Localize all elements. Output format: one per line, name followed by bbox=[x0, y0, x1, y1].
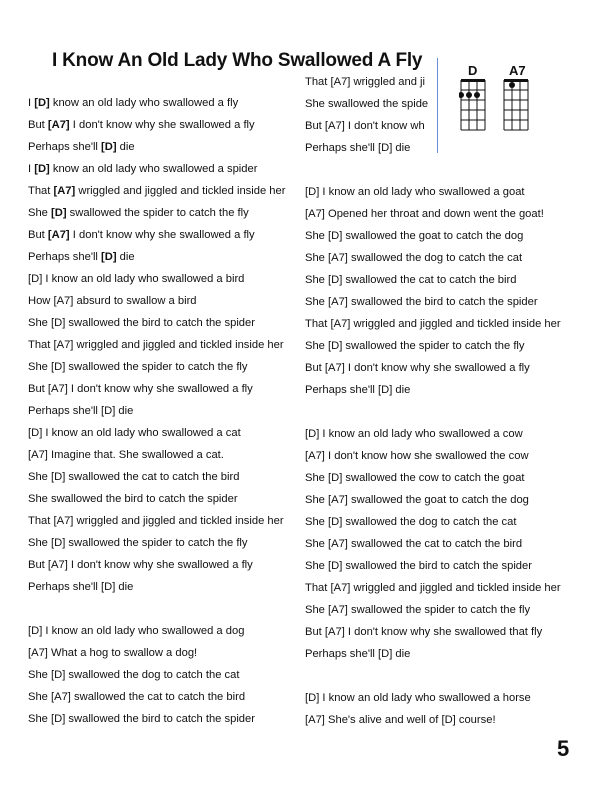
lyric-line: She [D] swallowed the bird to catch the spider bbox=[28, 317, 255, 329]
lyric-line: [A7] I don't know how she swallowed the cow bbox=[305, 450, 529, 462]
chord-finger-dot bbox=[466, 92, 472, 98]
lyric-line: But [A7] I don't know wh bbox=[305, 120, 425, 132]
lyric-line: [A7] Opened her throat and down went the goat! bbox=[305, 208, 544, 220]
lyric-text: know an old lady who swallowed a fly bbox=[49, 97, 239, 109]
lyric-line bbox=[28, 140, 135, 154]
chord-marker: [D] bbox=[101, 141, 117, 153]
chord-nut bbox=[504, 79, 528, 82]
lyric-line: She [A7] swallowed the bird to catch the spider bbox=[305, 296, 538, 308]
lyric-line: [A7] She's alive and well of [D] course! bbox=[305, 714, 496, 726]
lyric-line bbox=[28, 206, 249, 220]
lyric-line: She [A7] swallowed the cat to catch the bird bbox=[305, 538, 523, 550]
lyric-text: I don't know why she swallowed a fly bbox=[69, 119, 255, 131]
lyric-line: That [A7] wriggled and jiggled and tickled inside her bbox=[28, 515, 284, 527]
song-title: I Know An Old Lady Who Swallowed A Fly bbox=[52, 50, 423, 71]
lyric-text: Perhaps she'll bbox=[28, 141, 102, 153]
chord-name-a7: A7 bbox=[509, 63, 526, 78]
lyric-line: That [A7] wriggled and jiggled and tickled inside her bbox=[28, 339, 284, 351]
lyric-line bbox=[28, 162, 257, 176]
lyric-line: Perhaps she'll [D] die bbox=[28, 581, 134, 593]
lyric-line: [D] I know an old lady who swallowed a cow bbox=[305, 428, 523, 440]
lyric-text: die bbox=[116, 141, 135, 153]
chord-marker: [A7] bbox=[47, 229, 70, 241]
chord-marker: [A7] bbox=[53, 185, 76, 197]
lyric-line: She [D] swallowed the goat to catch the dog bbox=[305, 230, 524, 242]
lyric-text: That bbox=[28, 185, 54, 197]
lyric-line: Perhaps she'll [D] die bbox=[305, 384, 411, 396]
lyric-text: She bbox=[28, 207, 52, 219]
chord-nut bbox=[461, 79, 485, 82]
chord-finger-dot bbox=[474, 92, 480, 98]
lyric-line: She [A7] swallowed the dog to catch the cat bbox=[305, 252, 523, 264]
lyric-line: [D] I know an old lady who swallowed a horse bbox=[305, 692, 531, 704]
page-number: 5 bbox=[557, 736, 570, 761]
lyric-line: She [D] swallowed the cat to catch the bird bbox=[305, 274, 517, 286]
lyric-line: She [D] swallowed the bird to catch the spider bbox=[305, 560, 532, 572]
chord-name-d: D bbox=[468, 63, 478, 78]
lyric-line: [D] I know an old lady who swallowed a cat bbox=[28, 427, 241, 439]
lyric-line: She swallowed the spide bbox=[305, 98, 429, 110]
lyric-text: I don't know why she swallowed a fly bbox=[69, 229, 255, 241]
lyric-line: That [A7] wriggled and ji bbox=[305, 76, 426, 88]
chord-panel-border bbox=[437, 58, 438, 153]
lyric-text: die bbox=[116, 251, 135, 263]
lyric-line bbox=[28, 250, 135, 264]
lyric-line bbox=[28, 118, 255, 132]
chord-diagram-d bbox=[459, 78, 489, 134]
lyric-line: She [A7] swallowed the goat to catch the dog bbox=[305, 494, 529, 506]
lyric-line: She [D] swallowed the cat to catch the bird bbox=[28, 471, 240, 483]
lyric-line bbox=[28, 228, 255, 242]
lyric-line: But [A7] I don't know why she swallowed a fly bbox=[28, 383, 253, 395]
chord-marker: [D] bbox=[101, 251, 117, 263]
lyric-line: She [D] swallowed the spider to catch the fly bbox=[28, 361, 248, 373]
lyric-text: I bbox=[28, 163, 35, 175]
lyric-line: [D] I know an old lady who swallowed a bird bbox=[28, 273, 245, 285]
lyric-text: wriggled and jiggled and tickled inside her bbox=[75, 185, 286, 197]
lyric-line: [D] I know an old lady who swallowed a dog bbox=[28, 625, 245, 637]
lyric-line: Perhaps she'll [D] die bbox=[305, 648, 411, 660]
lyric-line: [D] I know an old lady who swallowed a goat bbox=[305, 186, 525, 198]
chord-diagram-a7 bbox=[502, 78, 532, 134]
lyric-line: Perhaps she'll [D] die bbox=[28, 405, 134, 417]
lyric-text: But bbox=[28, 229, 48, 241]
lyric-line: But [A7] I don't know why she swallowed that fly bbox=[305, 626, 543, 638]
chord-marker: [D] bbox=[34, 97, 50, 109]
lyric-line: But [A7] I don't know why she swallowed a fly bbox=[305, 362, 530, 374]
lyric-text: know an old lady who swallowed a spider bbox=[49, 163, 258, 175]
lyric-line: She swallowed the bird to catch the spider bbox=[28, 493, 238, 505]
lyric-line: She [D] swallowed the dog to catch the cat bbox=[28, 669, 240, 681]
lyric-line bbox=[28, 96, 238, 110]
chord-finger-dot bbox=[459, 92, 464, 98]
lyric-line: That [A7] wriggled and jiggled and tickled inside her bbox=[305, 318, 561, 330]
lyric-line: That [A7] wriggled and jiggled and tickled inside her bbox=[305, 582, 561, 594]
chord-diagrams bbox=[437, 58, 587, 153]
chord-finger-dot bbox=[509, 82, 515, 88]
lyric-line: She [D] swallowed the dog to catch the cat bbox=[305, 516, 517, 528]
lyric-line: How [A7] absurd to swallow a bird bbox=[28, 295, 197, 307]
lyric-text: Perhaps she'll bbox=[28, 251, 102, 263]
chord-marker: [A7] bbox=[47, 119, 70, 131]
lyric-line bbox=[28, 184, 285, 198]
lyric-line: She [A7] swallowed the spider to catch the fly bbox=[305, 604, 531, 616]
lyric-line: She [D] swallowed the bird to catch the spider bbox=[28, 713, 255, 725]
lyric-line: She [D] swallowed the spider to catch the fly bbox=[305, 340, 525, 352]
chord-marker: [D] bbox=[34, 163, 50, 175]
lyric-line: But [A7] I don't know why she swallowed a fly bbox=[28, 559, 253, 571]
lyric-line: She [A7] swallowed the cat to catch the bird bbox=[28, 691, 246, 703]
lyric-text: I bbox=[28, 97, 35, 109]
lyric-line: She [D] swallowed the spider to catch the fly bbox=[28, 537, 248, 549]
lyric-line: [A7] Imagine that. She swallowed a cat. bbox=[28, 449, 224, 461]
lyric-line: [A7] What a hog to swallow a dog! bbox=[28, 647, 198, 659]
chord-marker: [D] bbox=[51, 207, 67, 219]
lyric-text: swallowed the spider to catch the fly bbox=[66, 207, 249, 219]
lyric-line: Perhaps she'll [D] die bbox=[305, 142, 411, 154]
lyric-line: She [D] swallowed the cow to catch the goat bbox=[305, 472, 525, 484]
lyric-text: But bbox=[28, 119, 48, 131]
